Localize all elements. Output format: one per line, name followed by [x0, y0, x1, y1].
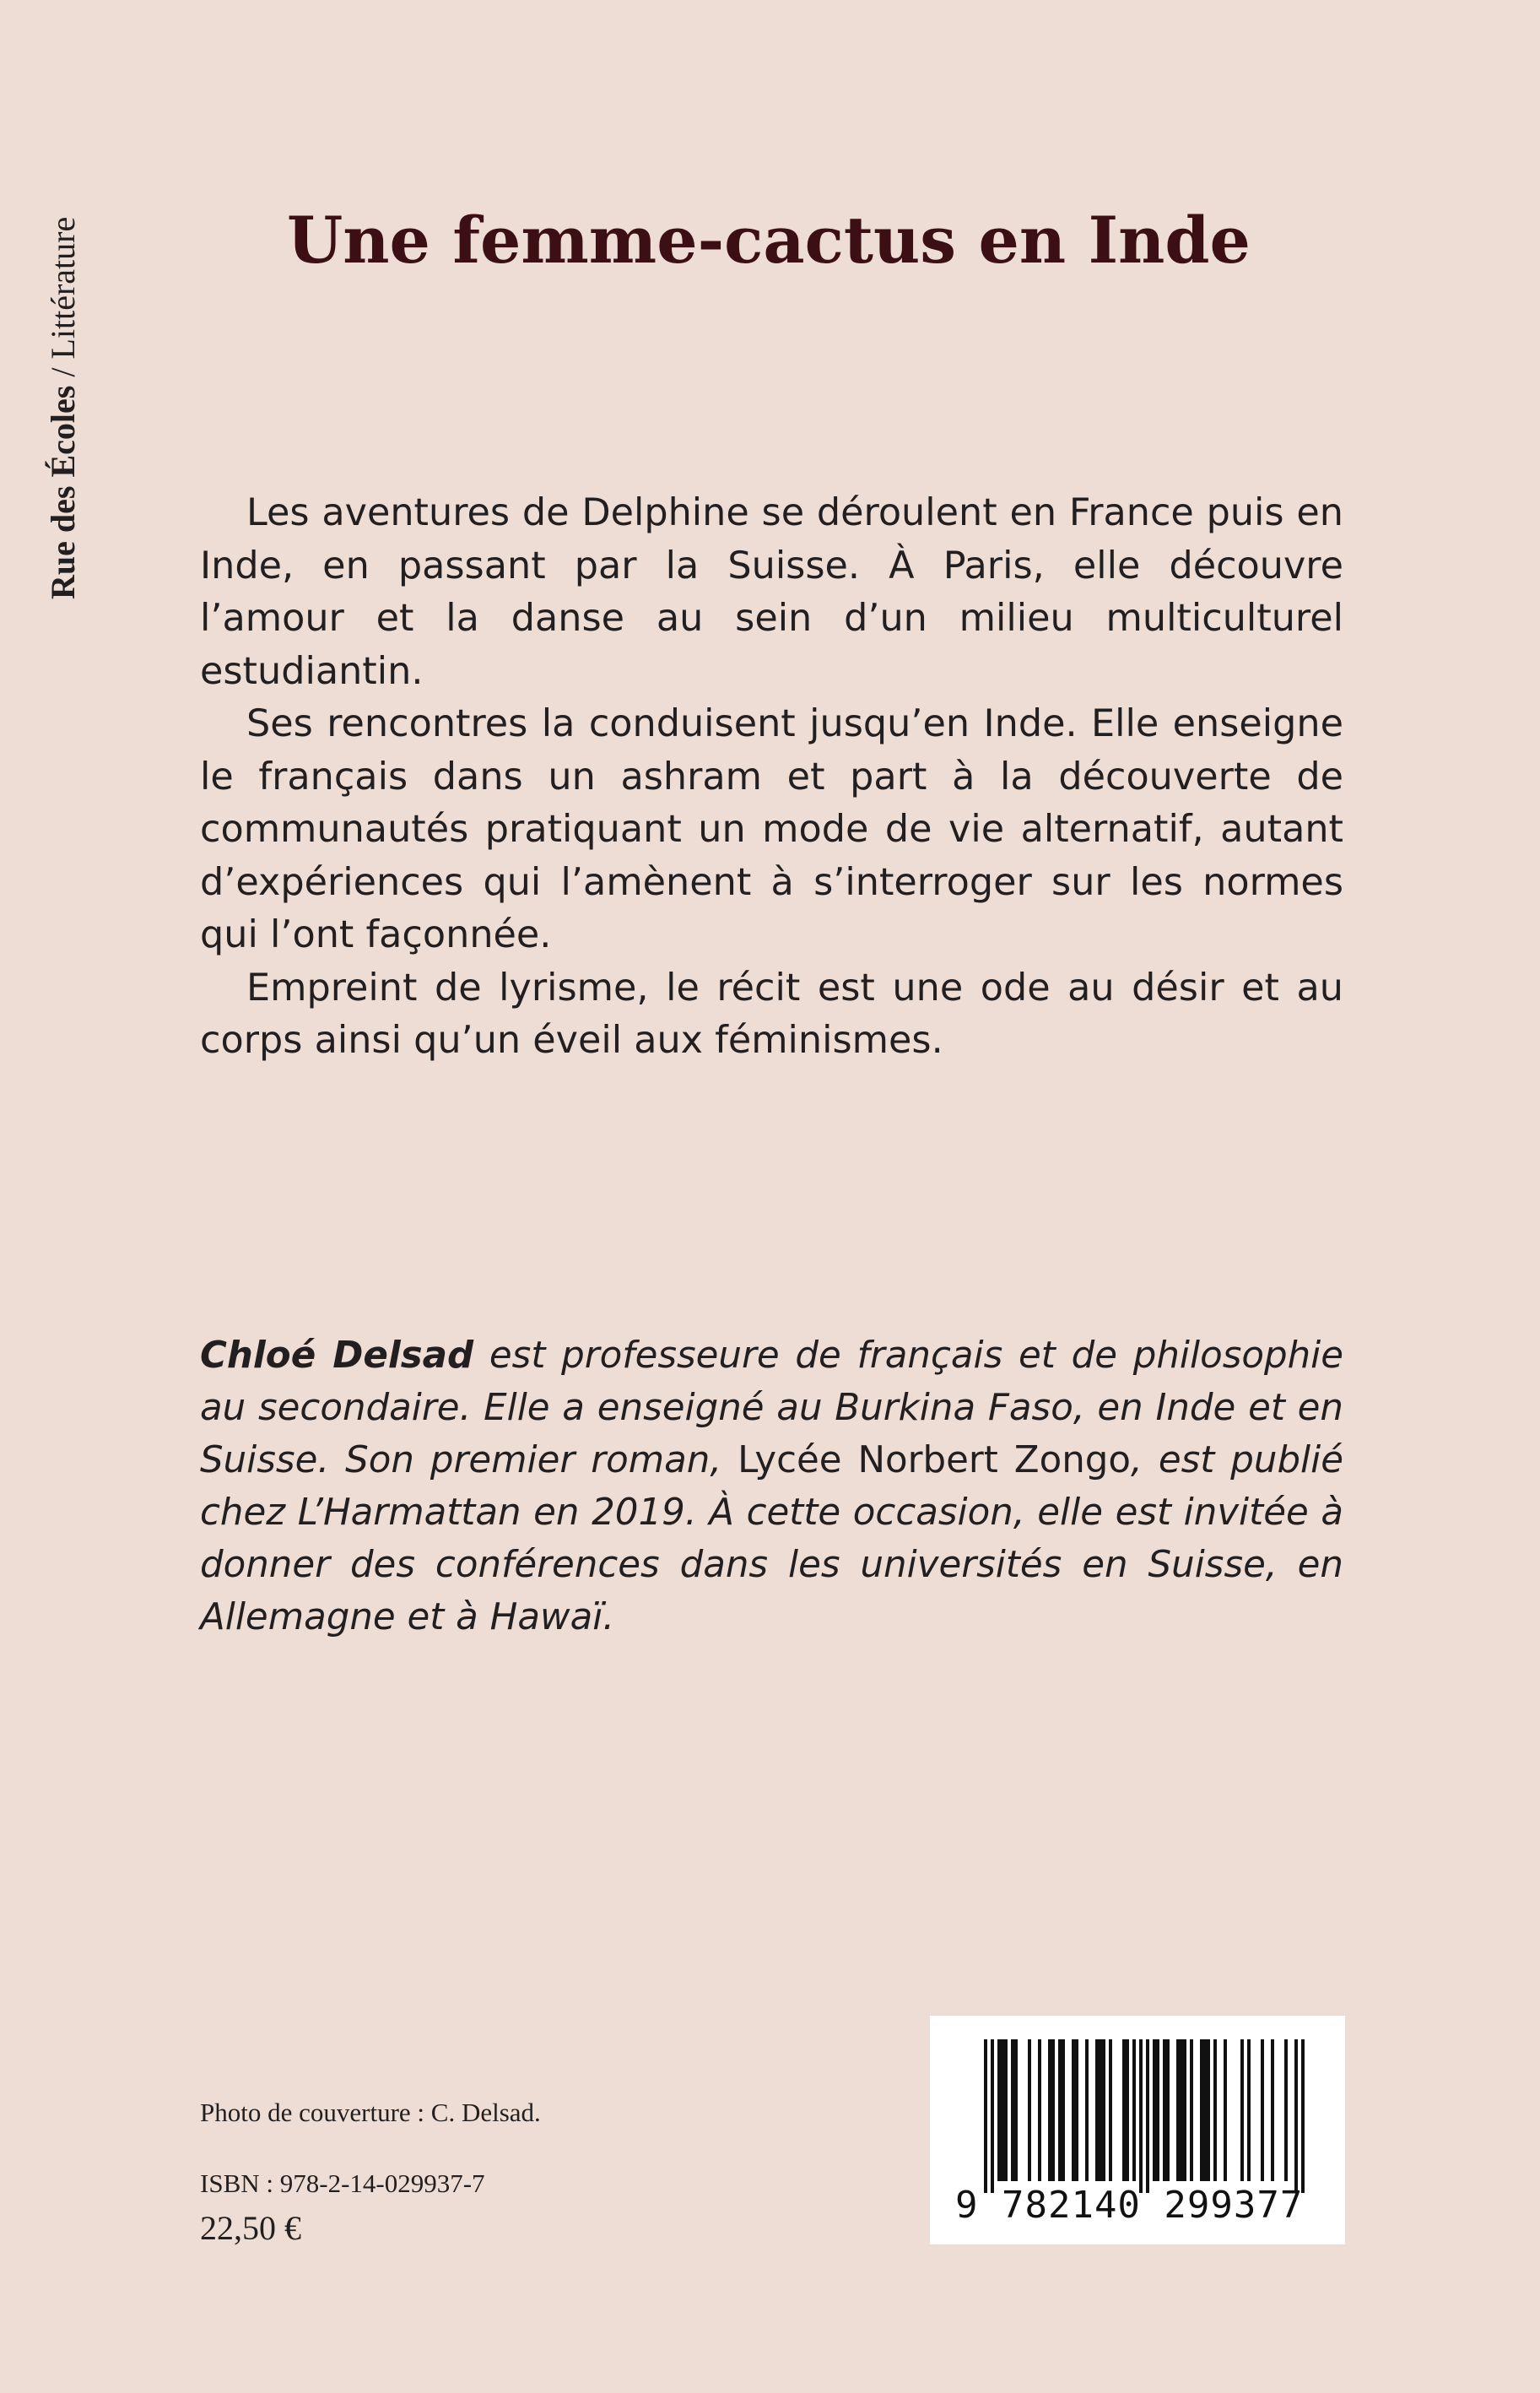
barcode-bar: [1284, 2039, 1288, 2181]
barcode-bar: [997, 2039, 1001, 2181]
barcode-bar: [1163, 2039, 1166, 2181]
barcode-bar: [1058, 2039, 1062, 2181]
blurb-paragraph: Ses rencontres la conduisent jusqu’en Inde. Elle enseigne le français dans un ashram et part à la découverte de communautés pratiquant un mode de vie alternatif, autant d’expériences qui l’amènent à s’interroger sur les normes qui l’ont façonnée.: [200, 702, 1343, 956]
barcode-bar: [991, 2039, 994, 2193]
barcode-bar: [1099, 2039, 1102, 2181]
book-title: Une femme-cactus en Inde: [287, 203, 1251, 278]
barcode-bar: [1085, 2039, 1089, 2181]
barcode-bar: [1109, 2039, 1112, 2181]
barcode-bar: [1166, 2039, 1170, 2181]
barcode-bar: [1183, 2039, 1186, 2181]
isbn: ISBN : 978-2-14-029937-7: [200, 2168, 485, 2198]
barcode-bar: [1038, 2039, 1041, 2181]
price: 22,50 €: [200, 2209, 301, 2247]
barcode-bar: [1075, 2039, 1078, 2181]
barcode-bar: [1301, 2039, 1305, 2193]
bio-text-before: est professeure de français et de philosophie au secondaire. Elle a enseigné au Burkina Faso, en Inde et en Suisse. Son premier roman,: [200, 1335, 1343, 1481]
barcode-bar: [1207, 2039, 1210, 2181]
barcode-bar: [1102, 2039, 1105, 2181]
bio-text-after: , est publié chez L’Harmattan en 2019. À cette occasion, elle est invitée à donner des conférences dans les universités en Suisse, en Allemagne et à Hawaï.: [200, 1439, 1343, 1638]
barcode-bar: [1139, 2039, 1143, 2193]
barcode: [930, 2016, 1345, 2244]
barcode-digits: 9 782140 299377: [955, 2184, 1304, 2227]
barcode-bar: [1028, 2039, 1031, 2181]
barcode-bar: [1261, 2039, 1264, 2181]
series-category: Littérature: [44, 216, 82, 360]
barcode-bar: [1011, 2039, 1014, 2181]
barcode-bar: [1200, 2039, 1203, 2181]
barcode-bar: [1203, 2039, 1207, 2181]
author-bio: [200, 1329, 1343, 1643]
barcode-bar: [1122, 2039, 1126, 2181]
barcode-bar: [1146, 2039, 1149, 2193]
barcode-bar: [1062, 2039, 1065, 2181]
barcode-bar: [1051, 2039, 1055, 2181]
previous-book-title: Lycée Norbert Zongo: [738, 1439, 1132, 1481]
barcode-bar: [1156, 2039, 1159, 2181]
barcode-bar: [1004, 2039, 1008, 2181]
photo-credit: Photo de couverture : C. Delsad.: [200, 2098, 541, 2127]
barcode-bar: [1014, 2039, 1018, 2181]
barcode-bar: [1224, 2039, 1227, 2181]
barcode-bar: [1048, 2039, 1051, 2181]
barcode-bar: [1132, 2039, 1136, 2181]
barcode-bar: [1180, 2039, 1183, 2181]
barcode-bar: [1126, 2039, 1129, 2181]
blurb-paragraph: Empreint de lyrisme, le récit est une ode au désir et au corps ainsi qu’un éveil aux féminismes.: [200, 966, 1343, 1062]
back-cover-blurb: [200, 487, 1343, 1068]
spine-separator: /: [44, 359, 82, 386]
barcode-bar: [1072, 2039, 1075, 2181]
barcode-bar: [1271, 2039, 1274, 2181]
series-name: Rue des Écoles: [44, 385, 82, 599]
barcode-bar: [1213, 2039, 1217, 2181]
barcode-bar: [1095, 2039, 1099, 2181]
barcode-bar: [1001, 2039, 1004, 2181]
barcode-bar: [1240, 2039, 1244, 2181]
author-name: Chloé Delsad: [200, 1335, 474, 1377]
barcode-bar: [1294, 2039, 1298, 2193]
barcode-bar: [1247, 2039, 1251, 2181]
barcode-bar: [1153, 2039, 1156, 2181]
blurb-paragraph: Les aventures de Delphine se déroulent en France puis en Inde, en passant par la Suisse. À Paris, elle découvre l’amour et la danse au sein d’un milieu multiculturel estudiantin.: [200, 491, 1343, 693]
barcode-bar: [1176, 2039, 1180, 2181]
spine-label: [34, 93, 93, 599]
barcode-bar: [1190, 2039, 1193, 2181]
barcode-bar: [984, 2039, 987, 2193]
